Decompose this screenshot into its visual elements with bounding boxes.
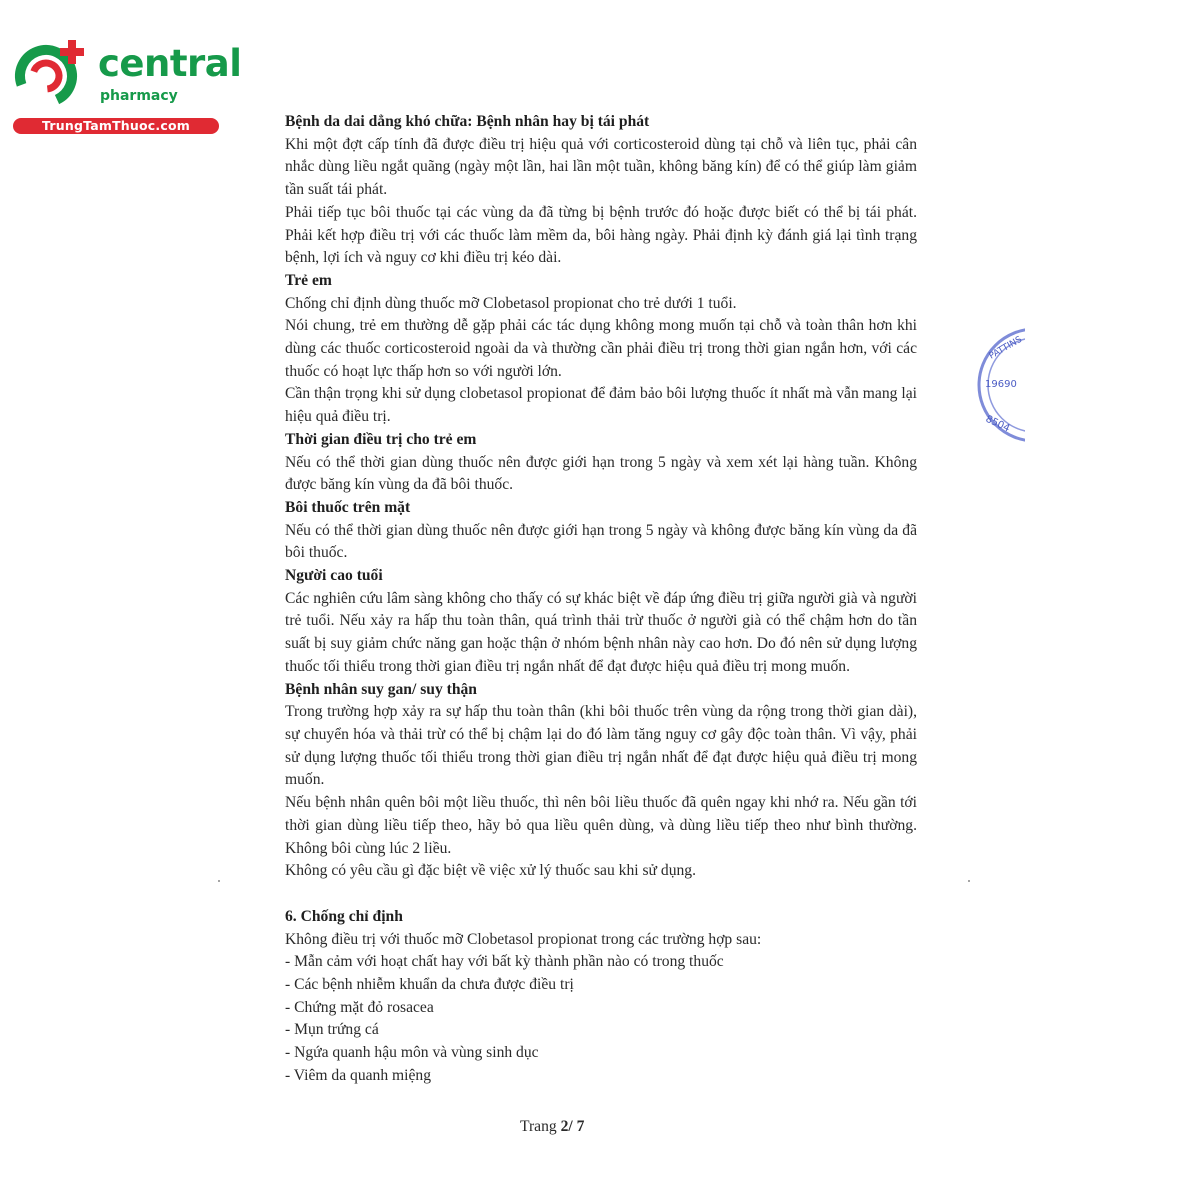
official-stamp-icon xyxy=(965,325,1025,445)
list-item: - Các bệnh nhiễm khuẩn da chưa được điều trị xyxy=(285,976,574,994)
paragraph: Các nghiên cứu lâm sàng không cho thấy có sự khác biệt về đáp ứng điều trị giữa người già và người trẻ tuổi. Nếu xảy ra hấp thu toàn thân, quá trình thải trừ thuốc ở người già có thể chậm hơn do tần suất bị suy giảm chức năng gan hoặc thận ở nhóm bệnh nhân này cao hơn. Do đó nên sử dụng lượng thuốc tối thiểu trong thời gian điều trị ngắn nhất để đạt được hiệu quả điều trị mong muốn. xyxy=(285,589,917,675)
section-heading: Trẻ em xyxy=(285,271,332,289)
logo-subtitle: pharmacy xyxy=(100,88,178,104)
section-spacer xyxy=(285,883,917,906)
logo-url-banner: TrungTamThuoc.com xyxy=(13,118,219,134)
scan-speck xyxy=(218,880,220,882)
paragraph: Nếu có thể thời gian dùng thuốc nên được giới hạn trong 5 ngày và xem xét lại hàng tuần. Không được băng kín vùng da đã bôi thuốc. xyxy=(285,453,917,494)
pharmacy-logo-icon xyxy=(10,36,90,108)
page-number-value: 2/ 7 xyxy=(560,1118,585,1135)
section-heading: Người cao tuổi xyxy=(285,567,383,585)
section-heading: 6. Chống chỉ định xyxy=(285,907,403,925)
logo-brand-text: central xyxy=(98,42,242,85)
paragraph: Không điều trị với thuốc mỡ Clobetasol propionat trong các trường hợp sau: xyxy=(285,930,762,948)
stamp-text-3: 8504 xyxy=(983,413,1012,435)
paragraph: Nói chung, trẻ em thường dễ gặp phải các tác dụng không mong muốn tại chỗ và toàn thân hơn khi dùng các thuốc corticosteroid ngoài da và thường cần phải điều trị trong thời gian ngắn hơn, với các thuốc có hoạt lực thấp hơn so với người lớn. xyxy=(285,317,917,380)
paragraph: Chống chỉ định dùng thuốc mỡ Clobetasol propionat cho trẻ dưới 1 tuổi. xyxy=(285,294,737,312)
paragraph: Nếu bệnh nhân quên bôi một liều thuốc, thì nên bôi liều thuốc đã quên ngay khi nhớ ra. Nếu gần tới thời gian dùng liều tiếp theo, hãy bỏ qua liều quên dùng, và dùng liều tiếp theo như bình thường. Không bôi cùng lúc 2 liều. xyxy=(285,794,917,857)
page-number xyxy=(520,1118,584,1136)
page-label: Trang xyxy=(520,1118,557,1135)
list-item: - Ngứa quanh hậu môn và vùng sinh dục xyxy=(285,1044,539,1062)
list-item: - Viêm da quanh miệng xyxy=(285,1066,432,1084)
section-heading: Bệnh da dai dẳng khó chữa: Bệnh nhân hay bị tái phát xyxy=(285,113,650,130)
paragraph: Trong trường hợp xảy ra sự hấp thu toàn thân (khi bôi thuốc trên vùng da rộng trong thời gian dài), sự chuyển hóa và thải trừ có thể bị chậm lại do đó làm tăng nguy cơ gây độc toàn thân. Vì vậy, phải sử dụng lượng thuốc tối thiểu trong thời gian điều trị ngắn nhất để đạt được hiệu quả điều trị mong muốn. xyxy=(285,703,917,789)
list-item: - Chứng mặt đỏ rosacea xyxy=(285,998,434,1016)
list-item: - Mụn trứng cá xyxy=(285,1021,379,1039)
stamp-text-1: PATTINS xyxy=(987,334,1024,362)
leaflet-page-content xyxy=(285,111,917,1088)
section-heading: Bệnh nhân suy gan/ suy thận xyxy=(285,680,477,698)
list-item: - Mẫn cảm với hoạt chất hay với bất kỳ thành phần nào có trong thuốc xyxy=(285,953,724,971)
central-pharmacy-logo xyxy=(10,36,242,136)
paragraph: Cần thận trọng khi sử dụng clobetasol propionat để đảm bảo bôi lượng thuốc ít nhất mà vẫn mang lại hiệu quả điều trị. xyxy=(285,385,917,426)
scan-speck xyxy=(968,880,970,882)
paragraph: Không có yêu cầu gì đặc biệt về việc xử lý thuốc sau khi sử dụng. xyxy=(285,862,696,880)
paragraph: Phải tiếp tục bôi thuốc tại các vùng da đã từng bị bệnh trước đó hoặc được biết có thể bị tái phát. Phải kết hợp điều trị với các thuốc làm mềm da, bôi hàng ngày. Phải định kỳ đánh giá lại tình trạng bệnh, lợi ích và nguy cơ khi điều trị kéo dài. xyxy=(285,203,917,267)
section-heading: Bôi thuốc trên mặt xyxy=(285,498,411,516)
paragraph: Nếu có thể thời gian dùng thuốc nên được giới hạn trong 5 ngày và không được băng kín vùng da đã bôi thuốc. xyxy=(285,521,917,562)
paragraph: Khi một đợt cấp tính đã được điều trị hiệu quả với corticosteroid dùng tại chỗ và liên tục, phải cân nhắc dùng liều ngắt quãng (ngày một lần, hai lần một tuần, không băng kín) để có thể giúp làm giảm tần suất tái phát. xyxy=(285,135,917,199)
stamp-text-2: 19690 xyxy=(985,379,1017,390)
section-heading: Thời gian điều trị cho trẻ em xyxy=(285,430,477,448)
